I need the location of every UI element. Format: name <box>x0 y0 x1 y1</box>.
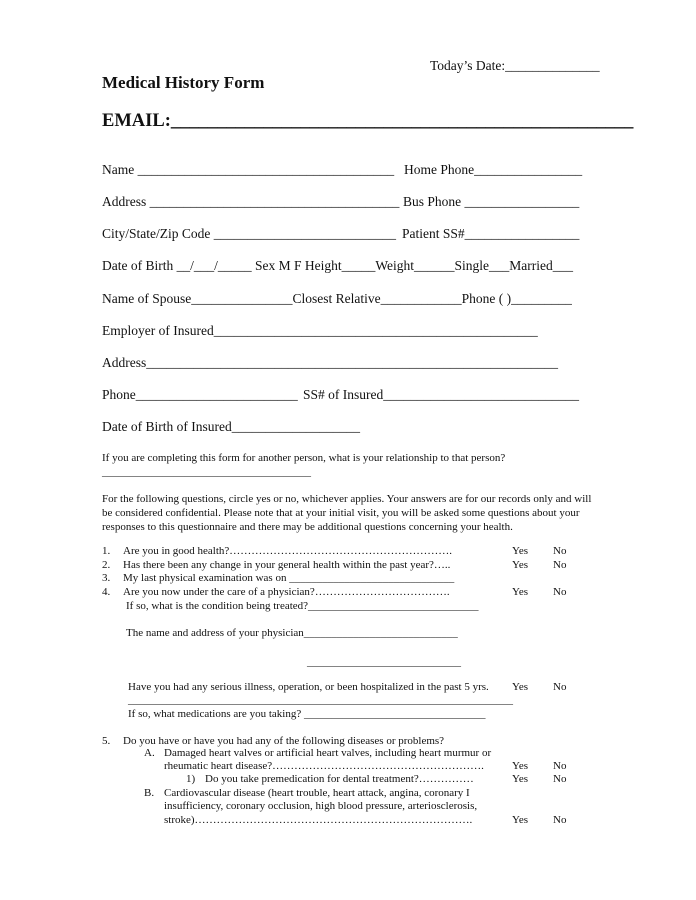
address-field[interactable]: Address _____________________________________ <box>102 194 400 209</box>
illness-details-line[interactable]: ______________________________________________________________________ <box>128 694 513 706</box>
physician-name-address-field[interactable]: The name and address of your physician____________________________ <box>126 627 458 639</box>
illness-no-option[interactable]: No <box>553 681 567 693</box>
relationship-question: If you are completing this form for another person, what is your relationship to that person? <box>102 452 506 464</box>
question-5-text: Do you have or have you had any of the following diseases or problems? <box>123 735 445 747</box>
todays-date-field[interactable]: Today’s Date:______________ <box>430 58 600 73</box>
q4-yes-option[interactable]: Yes <box>512 586 529 598</box>
q5a-yes-option[interactable]: Yes <box>512 760 529 772</box>
insured-phone-field[interactable]: Phone________________________ <box>102 387 298 402</box>
q5b-no-option[interactable]: No <box>553 814 567 826</box>
subquestion-number: 1) <box>186 773 196 785</box>
q1-yes-option[interactable]: Yes <box>512 545 529 557</box>
q4-no-option[interactable]: No <box>553 586 567 598</box>
patient-ss-field[interactable]: Patient SS#_________________ <box>402 226 580 241</box>
home-phone-field[interactable]: Home Phone________________ <box>404 162 583 177</box>
question-3-field[interactable]: My last physical examination was on ______________________________ <box>123 572 455 584</box>
question-number: 2. <box>102 559 111 571</box>
q1-no-option[interactable]: No <box>553 545 567 557</box>
question-number: 3. <box>102 572 111 584</box>
q5a1-text: Do you take premedication for dental treatment?…………… <box>205 773 474 785</box>
ss-of-insured-field[interactable]: SS# of Insured_____________________________ <box>303 387 579 402</box>
dob-of-insured-field[interactable]: Date of Birth of Insured___________________ <box>102 419 360 434</box>
subquestion-letter: B. <box>144 787 155 799</box>
question-number: 5. <box>102 735 111 747</box>
page-title: Medical History Form <box>102 73 265 92</box>
q2-no-option[interactable]: No <box>553 559 567 571</box>
q2-yes-option[interactable]: Yes <box>512 559 529 571</box>
question-number: 1. <box>102 545 111 557</box>
question-number: 4. <box>102 586 111 598</box>
bus-phone-field[interactable]: Bus Phone _________________ <box>403 194 580 209</box>
q5a1-yes-option[interactable]: Yes <box>512 773 529 785</box>
employer-of-insured-field[interactable]: Employer of Insured________________________________________________ <box>102 323 538 338</box>
subquestion-letter: A. <box>144 747 155 759</box>
dob-sex-height-weight-row[interactable]: Date of Birth __/___/_____ Sex M F Height_____Weight______Single___Married___ <box>102 258 573 273</box>
q5b-text-line2: insufficiency, coronary occlusion, high blood pressure, arteriosclerosis, <box>164 800 478 812</box>
spouse-relative-phone-row[interactable]: Name of Spouse_______________Closest Relative____________Phone ( )_________ <box>102 291 572 306</box>
question-1-text: Are you in good health?……………………………………………………. <box>123 545 453 557</box>
q5b-text-line1: Cardiovascular disease (heart trouble, heart attack, angina, coronary I <box>164 787 470 799</box>
email-field[interactable]: EMAIL:__________________________________________________ <box>102 111 634 131</box>
question-2-text: Has there been any change in your general health within the past year?….. <box>123 559 451 571</box>
insured-address-field[interactable]: Address_____________________________________________________________ <box>102 355 558 370</box>
q5a-no-option[interactable]: No <box>553 760 567 772</box>
q5a-text-line2: rheumatic heart disease?…………………………………………………. <box>164 760 484 772</box>
condition-treated-field[interactable]: If so, what is the condition being treated?_______________________________ <box>126 600 479 612</box>
q5b-text-line3: stroke)…………………………………………………………………. <box>164 814 473 826</box>
illness-yes-option[interactable]: Yes <box>512 681 529 693</box>
medications-field[interactable]: If so, what medications are you taking? _________________________________ <box>128 708 486 720</box>
physician-address-line[interactable]: ____________________________ <box>307 656 461 668</box>
question-4-text: Are you now under the care of a physician?………………………………. <box>123 586 450 598</box>
q5a-text-line1: Damaged heart valves or artificial heart valves, including heart murmur or <box>164 747 492 759</box>
name-field[interactable]: Name ______________________________________ <box>102 162 395 177</box>
q5b-yes-option[interactable]: Yes <box>512 814 529 826</box>
instructions-paragraph: For the following questions, circle yes or no, whichever applies. Your answers are for our records only and will be considered confidential. Please note that at your initial visit, you will be asked some questions about your responses to this questionnaire and there may be additional questions concerning your health. <box>102 493 592 533</box>
relationship-answer-line[interactable]: ______________________________________ <box>102 466 311 478</box>
q5a1-no-option[interactable]: No <box>553 773 567 785</box>
serious-illness-question: Have you had any serious illness, operation, or been hospitalized in the past 5 yrs. <box>128 681 489 693</box>
city-state-zip-field[interactable]: City/State/Zip Code ___________________________ <box>102 226 396 241</box>
